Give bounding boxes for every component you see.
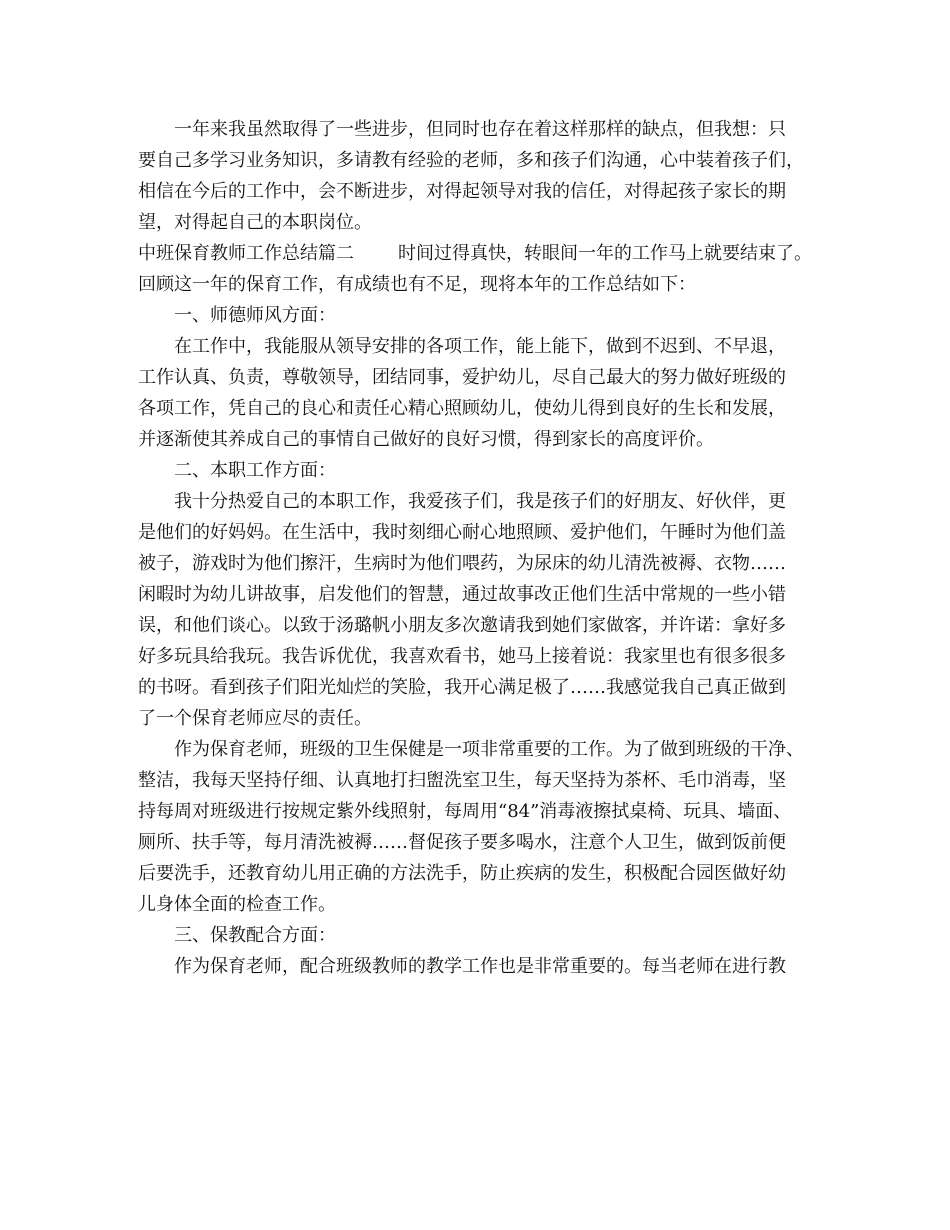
- subheading: 三、保教配合方面：: [174, 925, 336, 946]
- text-line: 了一个保育老师应尽的责任。: [138, 708, 372, 729]
- text-line: 回顾这一年的保育工作，有成绩也有不足，现将本年的工作总结如下：: [138, 274, 696, 295]
- text-line: 作为保育老师，配合班级教师的教学工作也是非常重要的。每当老师在进行教: [174, 956, 786, 977]
- text-line: 厕所、扶手等，每月清洗被褥……督促孩子要多喝水，注意个人卫生，做到饭前便: [138, 832, 786, 853]
- text-line: 一年来我虽然取得了一些进步，但同时也存在着这样那样的缺点，但我想：只: [174, 119, 786, 140]
- text-line: 工作认真、负责，尊敬领导，团结同事，爱护幼儿，尽自己最大的努力做好班级的: [138, 367, 786, 388]
- text-line: 整洁，我每天坚持仔细、认真地打扫盥洗室卫生，每天坚持为茶杯、毛巾消毒，坚: [138, 770, 786, 791]
- text-line: 儿身体全面的检查工作。: [138, 894, 336, 915]
- text-line: 望，对得起自己的本职岗位。: [138, 212, 372, 233]
- text-line: 是他们的好妈妈。在生活中，我时刻细心耐心地照顾、爱护他们，午睡时为他们盖: [138, 522, 786, 543]
- text-line: 我十分热爱自己的本职工作，我爱孩子们，我是孩子们的好朋友、好伙伴，更: [174, 491, 786, 512]
- text-line: 并逐渐使其养成自己的事情自己做好的良好习惯，得到家长的高度评价。: [138, 429, 714, 450]
- text-line: 在工作中，我能服从领导安排的各项工作，能上能下，做到不迟到、不早退，: [174, 336, 786, 357]
- text-line: 好多玩具给我玩。我告诉优优，我喜欢看书，她马上接着说：我家里也有很多很多: [138, 646, 786, 667]
- section-title: 中班保育教师工作总结篇二: [138, 243, 354, 264]
- text-line: 相信在今后的工作中，会不断进步，对得起领导对我的信任，对得起孩子家长的期: [138, 181, 786, 202]
- text-line: 被子，游戏时为他们擦汗，生病时为他们喂药，为尿床的幼儿清洗被褥、衣物……: [138, 553, 786, 574]
- section-intro: 时间过得真快，转眼间一年的工作马上就要结束了。: [398, 243, 812, 264]
- subheading: 一、师德师风方面：: [174, 305, 336, 326]
- document-body: [138, 114, 828, 982]
- text-line: 作为保育老师，班级的卫生保健是一项非常重要的工作。为了做到班级的干净、: [174, 739, 804, 760]
- text-line: 各项工作，凭自己的良心和责任心精心照顾幼儿，使幼儿得到良好的生长和发展，: [138, 398, 786, 419]
- text-line: 要自己多学习业务知识，多请教有经验的老师，多和孩子们沟通，心中装着孩子们，: [138, 150, 804, 171]
- text-line: 的书呀。看到孩子们阳光灿烂的笑脸，我开心满足极了……我感觉我自己真正做到: [138, 677, 786, 698]
- section-title-line: [138, 238, 828, 269]
- text-line: 后要洗手，还教育幼儿用正确的方法洗手，防止疾病的发生，积极配合园医做好幼: [138, 863, 786, 884]
- text-line: 闲暇时为幼儿讲故事，启发他们的智慧，通过故事改正他们生活中常规的一些小错: [138, 584, 786, 605]
- subheading: 二、本职工作方面：: [174, 460, 336, 481]
- text-line: 持每周对班级进行按规定紫外线照射，每周用“84”消毒液擦拭桌椅、玩具、墙面、: [138, 801, 792, 822]
- text-line: 误，和他们谈心。以致于汤璐帆小朋友多次邀请我到她们家做客，并许诺：拿好多: [138, 615, 786, 636]
